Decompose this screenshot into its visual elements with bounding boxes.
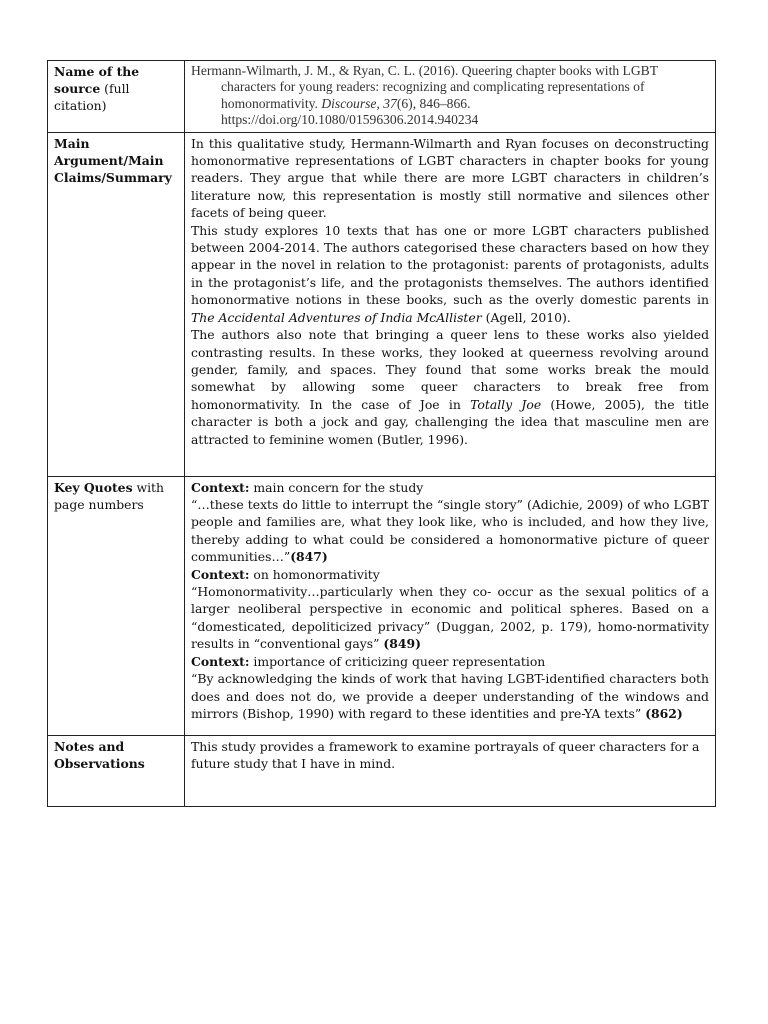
quote-page-number: (862): [645, 705, 683, 721]
citation-text: [191, 63, 709, 129]
citation-cell: [185, 61, 716, 133]
label-argument: [48, 132, 185, 476]
citation-journal: Discourse: [321, 95, 377, 111]
context-label: Context:: [191, 653, 250, 669]
quote-text: “…these texts do little to interrupt the “single story” (Adichie, 2009) of who LGBT people and families are, what they look like, who is included, and how they live, thereby adding to what could be considered a homonormative picture of queer communities…”: [191, 497, 709, 565]
label-source-bold: Name of the source: [54, 64, 140, 96]
argument-p2-text: This study explores 10 texts that has one or more LGBT characters published between 2004-2014. The authors categorised these characters based on how they appear in the novel in relation to the protagonist: parents of protagonists, adults in the protagonist’s life, and the protagonists themselves. The authors identified homonormative notions in these books, such as the overly domestic parents in: [191, 222, 709, 308]
annotation-table: [47, 60, 716, 807]
notes-text: This study provides a framework to examine portrayals of queer characters for a future study that I have in mind.: [191, 738, 700, 772]
argument-paragraph-2: [191, 222, 709, 326]
quote-page-number: (849): [383, 636, 421, 652]
quote-context-3: [191, 653, 709, 670]
label-source-paren: (: [100, 81, 109, 96]
label-quotes-bold: Key Quotes: [54, 479, 133, 495]
context-text: main concern for the study: [249, 479, 424, 495]
quote-3: [191, 670, 709, 722]
context-label: Context:: [191, 566, 250, 582]
table-row-quotes: [48, 476, 716, 735]
argument-p2-title: The Accidental Adventures of India McAllister: [191, 309, 482, 325]
citation-main: Hermann-Wilmarth, J. M., & Ryan, C. L. (2016). Queering chapter books with LGBT characters for young readers: recognizing and complicating representations of homonormativity.: [191, 63, 658, 111]
context-text: on homonormativity: [249, 566, 380, 582]
quote-text: “Homonormativity…particularly when they co- occur as the sexual politics of a larger neoliberal perspective in economic and political spheres. Based on a “domesticated, depoliticized privacy” (Duggan, 2002, p. 179), homo-normativity results in “conventional gays”: [191, 584, 709, 652]
label-source: [48, 61, 185, 133]
citation-volume: 37: [383, 95, 397, 111]
quotes-cell: [185, 476, 716, 735]
label-source-rest: full citation): [54, 81, 130, 113]
label-notes-bold: Notes and Observations: [54, 738, 145, 771]
citation-issue-doi: (6), 846–866. https://doi.org/10.1080/01596306.2014.940234: [221, 95, 479, 128]
label-notes: [48, 735, 185, 806]
quote-1: [191, 496, 709, 566]
label-quotes: [48, 476, 185, 735]
quote-context-1: [191, 479, 709, 496]
table-row-notes: [48, 735, 716, 806]
label-argument-bold: Main Argument/Main Claims/Summary: [54, 135, 172, 185]
table-row-source: [48, 61, 716, 133]
argument-p3-title: Totally Joe: [470, 396, 542, 412]
argument-paragraph-3: [191, 326, 709, 448]
quote-context-2: [191, 566, 709, 583]
argument-paragraph-1: In this qualitative study, Hermann-Wilmarth and Ryan focuses on deconstructing homonormative representations of LGBT characters in chapter books for young readers. They argue that while there are more LGBT characters in children’s literature now, this representation is mostly still normative and silences other facets of being queer.: [191, 135, 709, 221]
argument-p3-text: The authors also note that bringing a queer lens to these works also yielded contrasting results. In these works, they looked at queerness revolving around gender, family, and spaces. They found that some works break the mould somewhat by allowing some queer characters to break free from homonormativity. In the case of Joe in: [191, 327, 709, 412]
quote-text: “By acknowledging the kinds of work that having LGBT-identified characters both does and does not do, we provide a deeper understanding of the windows and mirrors (Bishop, 1990) with regard to these identities and pre-YA texts”: [191, 671, 709, 721]
quote-2: [191, 583, 709, 653]
argument-cell: [185, 132, 716, 476]
citation-sep: ,: [376, 95, 384, 111]
quote-page-number: (847): [290, 549, 328, 565]
argument-p3-end: (Howe, 2005), the title character is both a jock and gay, challenging the idea that masculine men are attracted to feminine women (Butler, 1996).: [191, 396, 710, 447]
context-label: Context:: [191, 479, 250, 495]
argument-p2-end: (Agell, 2010).: [481, 309, 571, 325]
label-quotes-rest: with page numbers: [54, 479, 165, 512]
context-text: importance of criticizing queer representation: [249, 653, 546, 669]
notes-cell: [185, 735, 716, 806]
table-row-argument: [48, 132, 716, 476]
